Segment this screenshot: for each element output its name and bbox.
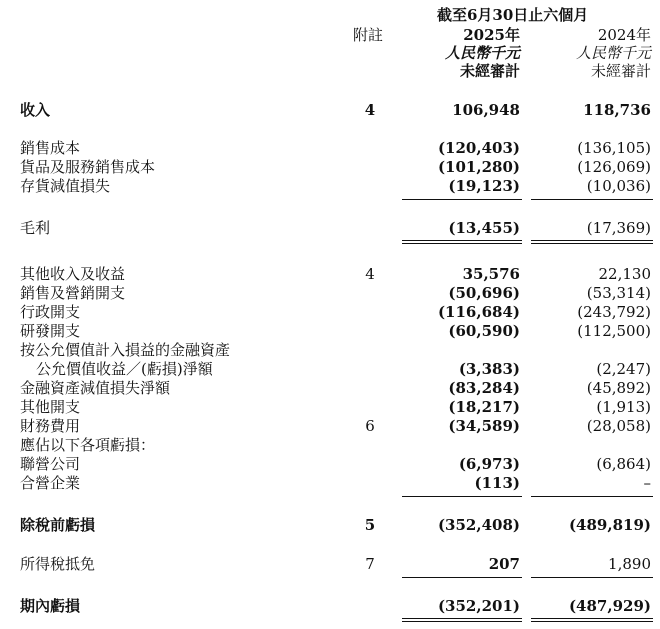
current-unit-heading: 人民幣千元 [444, 44, 520, 62]
row-prior-value: (6,864) [596, 455, 651, 473]
subtotal-rule [402, 577, 522, 578]
total-rule [531, 243, 653, 244]
row-prior-value: (489,819) [568, 516, 651, 534]
row-label: 應佔以下各項虧損： [20, 436, 156, 454]
row-current-value: (352,201) [437, 597, 520, 615]
row-label: 所得稅抵免 [20, 555, 96, 573]
row-prior-value: (1,913) [596, 398, 651, 416]
table-row [0, 455, 660, 474]
table-row [0, 360, 660, 379]
total-rule [531, 621, 653, 622]
row-prior-value: (243,792) [577, 303, 651, 321]
row-label: 銷售及營銷開支 [20, 284, 126, 302]
current-year-heading: 2025年 [463, 26, 520, 44]
total-rule [402, 621, 522, 622]
row-label: 毛利 [20, 219, 51, 237]
total-rule [402, 243, 522, 244]
row-label: 合營企業 [20, 474, 81, 492]
row-current-value: (116,684) [437, 303, 520, 321]
row-note: 7 [365, 555, 375, 573]
row-current-value: (6,973) [458, 455, 520, 473]
row-prior-value: (126,069) [577, 158, 651, 176]
row-prior-value: 22,130 [598, 265, 651, 283]
row-label: 貨品及服務銷售成本 [20, 158, 156, 176]
row-current-value: (352,408) [437, 516, 520, 534]
row-prior-value: (136,105) [577, 139, 651, 157]
period-heading: 截至6月30日止六個月 [437, 6, 589, 24]
row-prior-value: (2,247) [596, 360, 651, 378]
row-note: 5 [364, 516, 376, 534]
subtotal-rule [531, 496, 653, 497]
row-current-value: (120,403) [437, 139, 520, 157]
row-note: 6 [365, 417, 375, 435]
table-row [0, 436, 660, 455]
table-row [0, 322, 660, 341]
row-label: 期內虧損 [20, 597, 81, 615]
table-row [0, 265, 660, 284]
row-label: 金融資產減值損失淨額 [20, 379, 171, 397]
row-label: 銷售成本 [20, 139, 81, 157]
row-prior-value: (10,036) [586, 177, 651, 195]
table-row [0, 177, 660, 196]
row-note: 4 [364, 101, 376, 119]
row-current-value: (101,280) [437, 158, 520, 176]
table-row [0, 284, 660, 303]
table-row [0, 597, 660, 616]
row-current-value: (19,123) [448, 177, 520, 195]
table-row [0, 398, 660, 417]
row-prior-value: 118,736 [583, 101, 651, 119]
table-row [0, 101, 660, 120]
subtotal-rule [531, 199, 653, 200]
row-label: 其他開支 [20, 398, 81, 416]
row-prior-value: (53,314) [586, 284, 651, 302]
table-row [0, 341, 660, 360]
row-prior-value: – [643, 474, 651, 492]
row-label: 除稅前虧損 [20, 516, 96, 534]
row-current-value: 35,576 [462, 265, 520, 283]
row-current-value: (18,217) [448, 398, 520, 416]
table-row [0, 158, 660, 177]
row-current-value: (13,455) [448, 219, 520, 237]
row-label: 財務費用 [20, 417, 81, 435]
table-row [0, 555, 660, 574]
row-prior-value: (28,058) [586, 417, 651, 435]
row-note: 4 [365, 265, 375, 283]
table-row [0, 379, 660, 398]
prior-unit-heading: 人民幣千元 [575, 44, 651, 62]
table-row [0, 219, 660, 238]
total-rule [531, 618, 653, 619]
row-current-value: (3,383) [458, 360, 520, 378]
row-current-value: (113) [474, 474, 520, 492]
row-label: 公允價值收益／(虧損)淨額 [36, 360, 213, 378]
prior-audit-heading: 未經審計 [590, 62, 651, 80]
row-prior-value: (17,369) [586, 219, 651, 237]
row-prior-value: (45,892) [586, 379, 651, 397]
subtotal-rule [531, 577, 653, 578]
subtotal-rule [402, 496, 522, 497]
row-current-value: 207 [488, 555, 520, 573]
total-rule [402, 240, 522, 241]
total-rule [531, 240, 653, 241]
row-prior-value: (112,500) [577, 322, 651, 340]
table-row [0, 303, 660, 322]
row-current-value: (83,284) [448, 379, 520, 397]
row-label: 行政開支 [20, 303, 81, 321]
table-row [0, 139, 660, 158]
row-current-value: 106,948 [452, 101, 520, 119]
table-row [0, 474, 660, 493]
total-rule [402, 618, 522, 619]
table-row [0, 417, 660, 436]
row-label: 研發開支 [20, 322, 81, 340]
row-current-value: (60,590) [448, 322, 520, 340]
row-prior-value: 1,890 [608, 555, 651, 573]
current-audit-heading: 未經審計 [459, 62, 520, 80]
row-prior-value: (487,929) [568, 597, 651, 615]
row-label: 其他收入及收益 [20, 265, 126, 283]
row-current-value: (34,589) [448, 417, 520, 435]
table-row [0, 516, 660, 535]
subtotal-rule [402, 199, 522, 200]
row-label: 存貨減值損失 [20, 177, 111, 195]
row-label: 收入 [20, 101, 51, 119]
prior-year-heading: 2024年 [597, 26, 651, 44]
row-current-value: (50,696) [448, 284, 520, 302]
row-label: 聯營公司 [20, 455, 81, 473]
row-label: 按公允價值計入損益的金融資產 [20, 341, 231, 359]
note-column-heading: 附註 [353, 26, 384, 44]
